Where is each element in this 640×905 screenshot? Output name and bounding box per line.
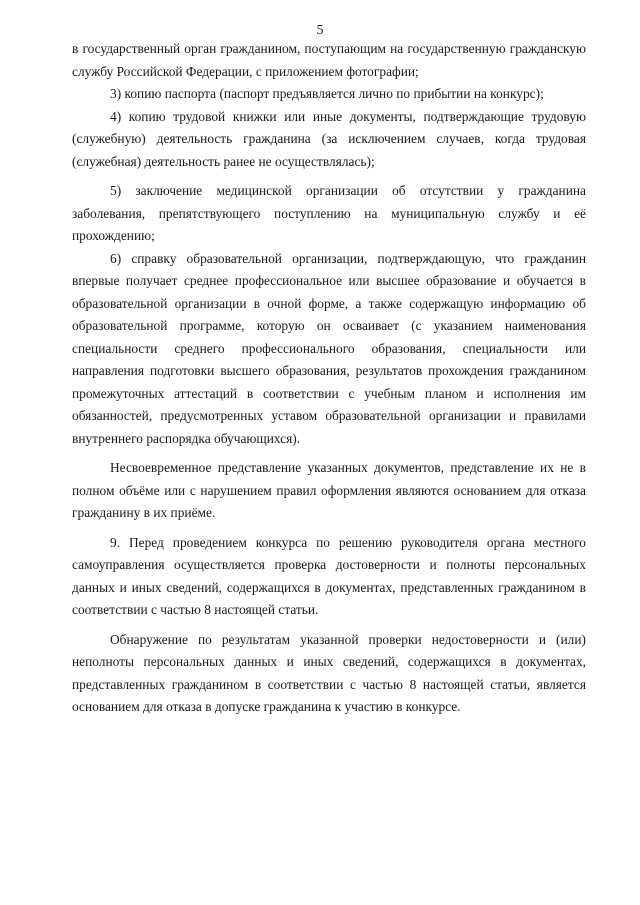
paragraph-late-submission: Несвоевременное представление указанных документов, представление их не в полном объёме или с нарушением правил оформления являются основанием для отказа гражданину в их приёме. [72, 460, 586, 520]
paragraph-item-6: 6) справку образовательной организации, подтверждающую, что гражданин впервые получает среднее профессиональное или высшее образование и обучается в образовательной организации в очной форме, а также содержащую информацию об образовательной программе, которую он осваивает (с указанием наименования специальности среднего профессионального образования, специальности или направления подготовки высшего образования, результатов прохождения гражданином промежуточных аттестаций в соответствии с учебным планом и исполнения им обязанностей, предусмотренных уставом образовательной организации и правилами внутреннего распорядка обучающихся). [72, 250, 586, 446]
paragraph-part-9: 9. Перед проведением конкурса по решению руководителя органа местного самоуправления осуществляется проверка достоверности и полноты персональных данных и иных сведений, содержащихся в документах, представленных гражданином в соответствии с частью 8 настоящей статьи. [72, 534, 586, 617]
document-body [72, 38, 586, 719]
page-number: 5 [316, 23, 324, 38]
paragraph-continuation: в государственный орган гражданином, поступающим на государственную гражданскую службу Российской Федерации, с приложением фотографии; [72, 41, 586, 79]
paragraph-item-4: 4) копию трудовой книжки или иные документы, подтверждающие трудовую (служебную) деятельность гражданина (за исключением случаев, когда трудовая (служебная) деятельность ранее не осуществлялась); [72, 108, 586, 169]
paragraph-verification-result: Обнаружение по результатам указанной проверки недостоверности и (или) неполноты персональных данных и иных сведений, содержащихся в документах, представленных гражданином в соответствии с частью 8 настоящей статьи, является основанием для отказа в допуске гражданина к участию в конкурсе. [72, 631, 586, 714]
paragraph-item-5: 5) заключение медицинской организации об отсутствии у гражданина заболевания, препятствующего поступлению на муниципальную службу и её прохождению; [72, 183, 586, 243]
paragraph-item-3: 3) копию паспорта (паспорт предъявляется лично по прибытии на конкурс); [110, 86, 544, 101]
